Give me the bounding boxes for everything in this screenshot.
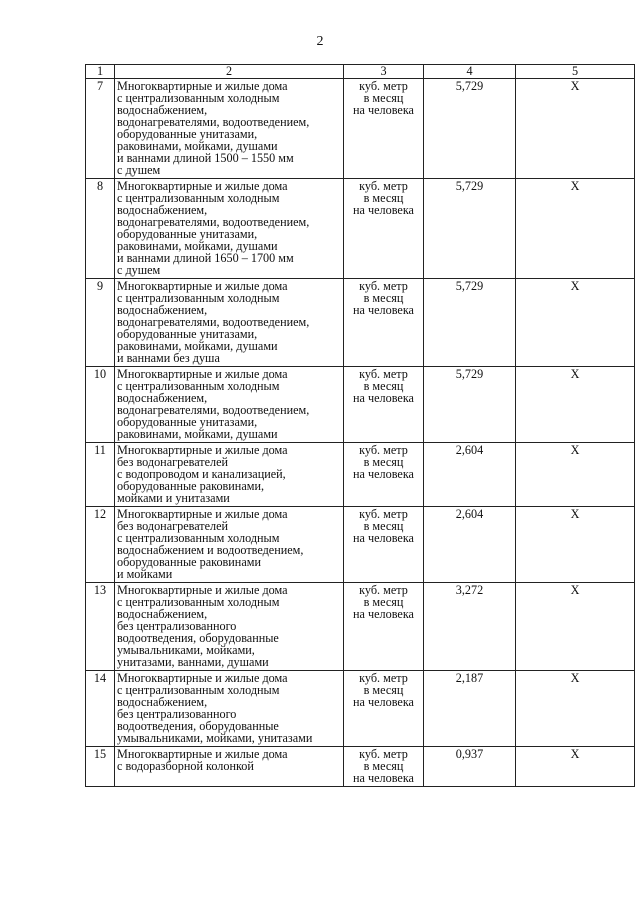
table-row	[86, 179, 635, 279]
table-row	[86, 671, 635, 747]
row-value: 2,187	[424, 671, 516, 747]
row-mark: Х	[516, 507, 635, 583]
row-mark: Х	[516, 279, 635, 367]
row-unit: куб. метр в месяц на человека	[344, 443, 424, 507]
row-unit: куб. метр в месяц на человека	[344, 279, 424, 367]
row-number: 14	[86, 671, 115, 747]
row-value: 2,604	[424, 507, 516, 583]
row-value: 0,937	[424, 747, 516, 787]
row-number: 15	[86, 747, 115, 787]
table-row	[86, 507, 635, 583]
column-header-5: 5	[516, 65, 635, 79]
table-row	[86, 443, 635, 507]
page-number: 2	[316, 34, 324, 49]
row-description: Многоквартирные и жилые дома с централизованным холодным водоснабжением, водонагревателями, водоотведением, оборудованные унитазами, раковинами, мойками, душами и ваннами длиной 1650 – 1700 мм с душем	[115, 179, 344, 279]
row-unit: куб. метр в месяц на человека	[344, 747, 424, 787]
column-header-3: 3	[344, 65, 424, 79]
row-mark: Х	[516, 671, 635, 747]
row-description: Многоквартирные и жилые дома с централизованным холодным водоснабжением, водонагревателями, водоотведением, оборудованные унитазами, раковинами, мойками, душами	[115, 367, 344, 443]
table-row	[86, 367, 635, 443]
row-value: 3,272	[424, 583, 516, 671]
row-mark: Х	[516, 79, 635, 179]
row-description: Многоквартирные и жилые дома с водоразборной колонкой	[115, 747, 344, 787]
row-unit: куб. метр в месяц на человека	[344, 79, 424, 179]
table-row	[86, 583, 635, 671]
row-value: 5,729	[424, 367, 516, 443]
row-unit: куб. метр в месяц на человека	[344, 367, 424, 443]
row-value: 5,729	[424, 179, 516, 279]
row-description: Многоквартирные и жилые дома с централизованным холодным водоснабжением, водонагревателями, водоотведением, оборудованные унитазами, раковинами, мойками, душами и ваннами без душа	[115, 279, 344, 367]
row-unit: куб. метр в месяц на человека	[344, 179, 424, 279]
row-description: Многоквартирные и жилые дома без водонагревателей с централизованным холодным водоснабжением и водоотведением, оборудованные раковинами и мойками	[115, 507, 344, 583]
column-header-2: 2	[115, 65, 344, 79]
row-value: 5,729	[424, 279, 516, 367]
table-body	[86, 79, 635, 787]
column-header-1: 1	[86, 65, 115, 79]
row-unit: куб. метр в месяц на человека	[344, 671, 424, 747]
row-unit: куб. метр в месяц на человека	[344, 507, 424, 583]
row-number: 7	[86, 79, 115, 179]
row-number: 9	[86, 279, 115, 367]
row-description: Многоквартирные и жилые дома с централизованным холодным водоснабжением, без централизованного водоотведения, оборудованные умывальниками, мойками, унитазами, ваннами, душами	[115, 583, 344, 671]
row-number: 8	[86, 179, 115, 279]
row-value: 2,604	[424, 443, 516, 507]
row-mark: Х	[516, 179, 635, 279]
row-number: 10	[86, 367, 115, 443]
column-header-4: 4	[424, 65, 516, 79]
norms-table	[85, 64, 635, 787]
table-header-row	[86, 65, 635, 79]
row-mark: Х	[516, 747, 635, 787]
row-number: 11	[86, 443, 115, 507]
row-mark: Х	[516, 443, 635, 507]
row-description: Многоквартирные и жилые дома с централизованным холодным водоснабжением, водонагревателями, водоотведением, оборудованные унитазами, раковинами, мойками, душами и ваннами длиной 1500 – 1550 мм с душем	[115, 79, 344, 179]
row-mark: Х	[516, 367, 635, 443]
table-row	[86, 79, 635, 179]
row-number: 13	[86, 583, 115, 671]
table-row	[86, 747, 635, 787]
row-value: 5,729	[424, 79, 516, 179]
row-unit: куб. метр в месяц на человека	[344, 583, 424, 671]
row-description: Многоквартирные и жилые дома без водонагревателей с водопроводом и канализацией, оборудованные раковинами, мойками и унитазами	[115, 443, 344, 507]
row-description: Многоквартирные и жилые дома с централизованным холодным водоснабжением, без централизованного водоотведения, оборудованные умывальниками, мойками, унитазами	[115, 671, 344, 747]
table-row	[86, 279, 635, 367]
row-mark: Х	[516, 583, 635, 671]
row-number: 12	[86, 507, 115, 583]
